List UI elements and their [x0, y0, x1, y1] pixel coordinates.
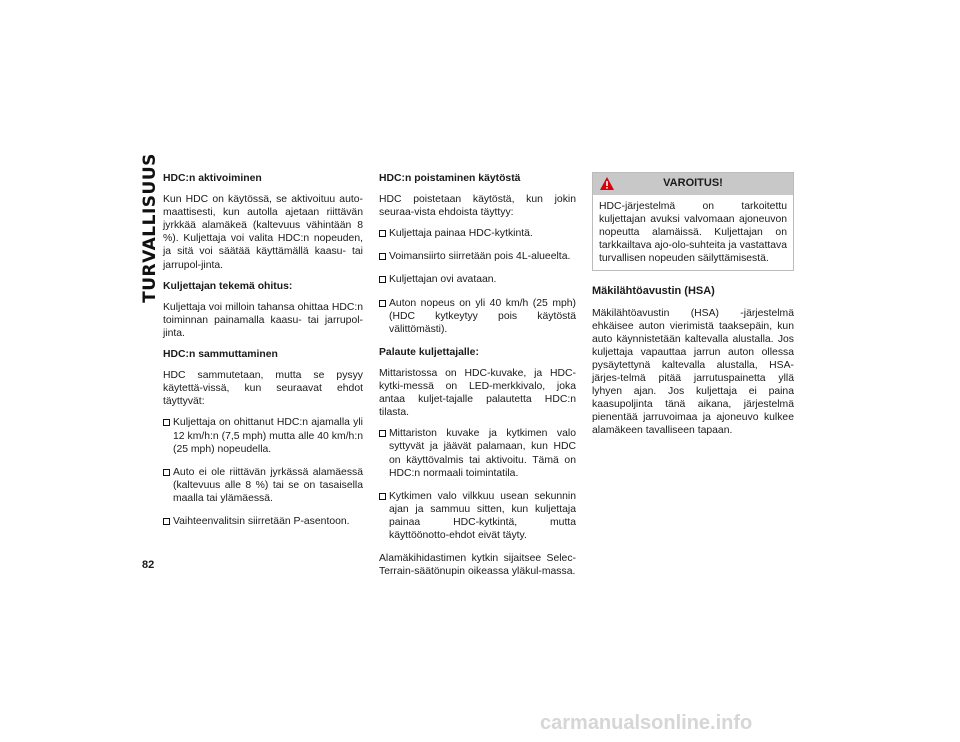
- list-item: Kuljettaja painaa HDC-kytkintä.: [379, 227, 576, 240]
- list-item: Voimansiirto siirretään pois 4L-alueelta.: [379, 250, 576, 263]
- warning-text: HDC-järjestelmä on tarkoitettu kuljettajan avuksi valvomaan ajoneuvon nopeutta alamäissä. Kuljettajan on tarkkailtava ajo-olo-suhteita ja vastattava turvallisen nopeuden säilyttämisestä.: [599, 201, 787, 265]
- section-title-hsa: Mäkilähtöavustin (HSA): [592, 285, 715, 298]
- side-tab: [138, 153, 162, 303]
- warning-header: [593, 173, 793, 195]
- warning-icon: [599, 176, 615, 191]
- column-1: [163, 172, 363, 538]
- heading-hdc-activation: HDC:n aktivoiminen: [163, 173, 262, 184]
- bullet-list: [163, 416, 363, 528]
- heading-driver-feedback: Palaute kuljettajalle:: [379, 346, 479, 358]
- paragraph: Alamäkihidastimen kytkin sijaitsee Selec-Terrain-säätönupin oikeassa yläkul-massa.: [379, 553, 576, 578]
- bullet-list: [379, 427, 576, 542]
- list-item: Kytkimen valo vilkkuu usean sekunnin ajan ja sammuu sitten, kun kuljettaja painaa HDC-kytkintä, mutta käyttöönotto-ehdot eivät täyty.: [379, 490, 576, 542]
- footer-watermark: carmanualsonline.info: [540, 712, 753, 734]
- warning-title: VAROITUS!: [663, 177, 723, 190]
- paragraph: HDC poistetaan käytöstä, kun jokin seuraa-vista ehdoista täyttyy:: [379, 194, 576, 219]
- list-item: Kuljettaja on ohittanut HDC:n ajamalla yli 12 km/h:n (7,5 mph) mutta alle 40 km/h:n (25 mph) nopeudella.: [163, 416, 363, 455]
- column-2: [379, 172, 576, 586]
- paragraph: Kun HDC on käytössä, se aktivoituu auto-maattisesti, kun autolla ajetaan riittävän jyrkkää alamäkeä (kaltevuus vähintään 8 %). Kuljettaja voi valita HDC:n nopeuden, ja sitä voi säätää käyttämällä kaasu- tai jarrupol-jinta.: [163, 194, 363, 271]
- list-item: Kuljettajan ovi avataan.: [379, 273, 576, 286]
- heading-driver-override: Kuljettajan tekemä ohitus:: [163, 280, 293, 292]
- paragraph: HDC sammutetaan, mutta se pysyy käytettä-vissä, kun seuraavat ehdot täyttyvät:: [163, 370, 363, 408]
- list-item: Vaihteenvalitsin siirretään P-asentoon.: [163, 515, 363, 528]
- paragraph: Mittaristossa on HDC-kuvake, ja HDC-kytki-messä on LED-merkkivalo, joka antaa kuljet-tajalle palautetta HDC:n tilasta.: [379, 367, 576, 419]
- heading-hdc-deactivation: HDC:n sammuttaminen: [163, 349, 278, 361]
- column-3: [592, 172, 794, 446]
- warning-box: [592, 172, 794, 271]
- list-item: Mittariston kuvake ja kytkimen valo syttyvät ja jäävät palamaan, kun HDC on käyttövalmis tai aktivoitu. Tämä on HDC:n normaali toimintatila.: [379, 427, 576, 479]
- paragraph: Mäkilähtöavustin (HSA) -järjestelmä ehkäisee auton vierimistä taaksepäin, kun auto käynnistetään kaltevalla alustalla. Jos kuljettaja vapauttaa jarrun auton ollessa pysäytettynä kaltevalla alustalla, HSA-järjes-telmä pitää jarrutuspainetta yllä lyhyen ajan. Jos kuljettaja ei paina kaasupoljinta tänä aikana, järjestelmä pienentää jarruvoimaa ja ajoneuvo kulkee alamäkeen tavalliseen tapaan.: [592, 307, 794, 437]
- page-number: 82: [142, 559, 155, 571]
- paragraph: Kuljettaja voi milloin tahansa ohittaa HDC:n toiminnan painamalla kaasu- tai jarrupol-jinta.: [163, 301, 363, 339]
- list-item: Auton nopeus on yli 40 km/h (25 mph) (HDC kytkeytyy pois käytöstä välittömästi).: [379, 297, 576, 336]
- side-tab-label: TURVALLISUUS: [140, 153, 160, 303]
- list-item: Auto ei ole riittävän jyrkässä alamäessä (kaltevuus alle 8 %) tai se on tasaisella maalla tai ylämäessä.: [163, 466, 363, 505]
- heading-hdc-disable: HDC:n poistaminen käytöstä: [379, 173, 521, 184]
- bullet-list: [379, 227, 576, 336]
